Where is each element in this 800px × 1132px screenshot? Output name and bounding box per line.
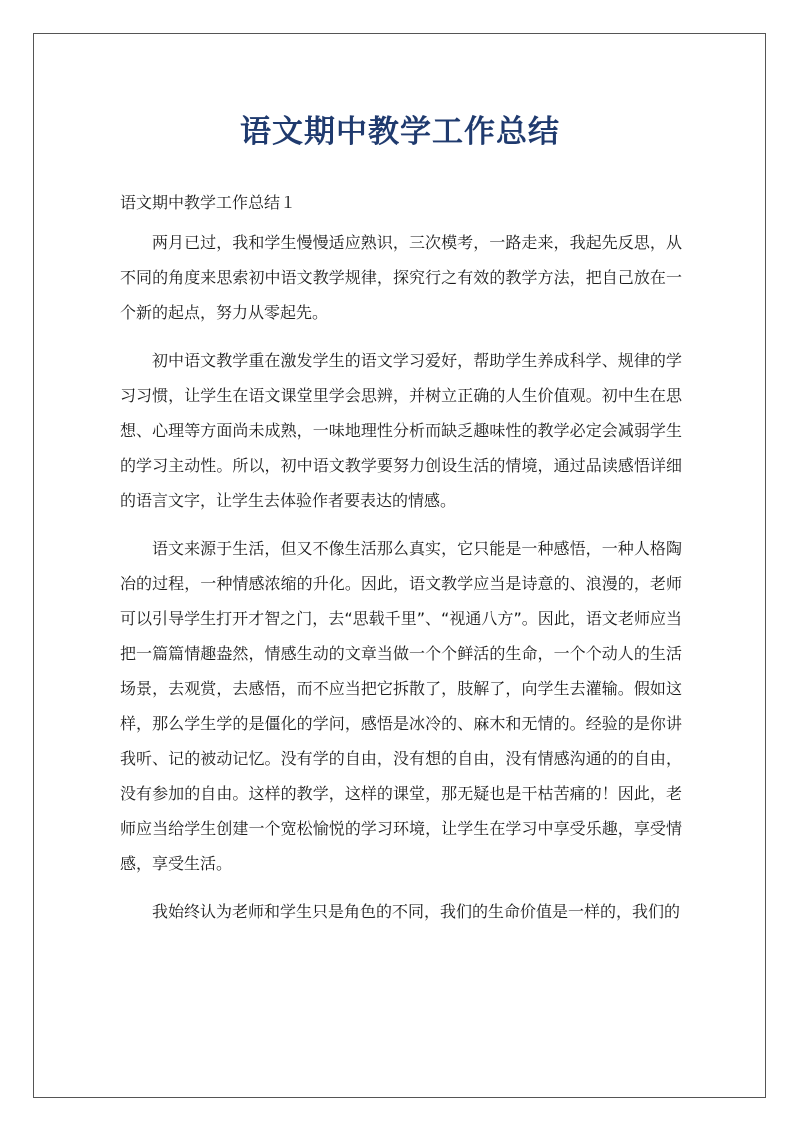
paragraph-2: 初中语文教学重在激发学生的语文学习爱好，帮助学生养成科学、规律的学习习惯，让学生在语文课堂里学会思辨，并树立正确的人生价值观。初中生在思想、心理等方面尚未成熟，一味地理性分析而缺乏趣味性的教学必定会减弱学生的学习主动性。所以，初中语文教学要努力创设生活的情境，通过品读感悟详细的语言文字，让学生去体验作者要表达的情感。 [120,351,682,510]
section-heading: 语文期中教学工作总结１ [120,193,297,212]
document-title: 语文期中教学工作总结 [240,114,560,150]
paragraph-3: 语文来源于生活，但又不像生活那么真实，它只能是一种感悟，一种人格陶冶的过程，一种情感浓缩的升化。因此，语文教学应当是诗意的、浪漫的，老师可以引导学生打开才智之门，去“思载千里”、“视通八方”。因此，语文老师应当把一篇篇情趣盎然，情感生动的文章当做一个个鲜活的生命，一个个动人的生活场景，去观赏，去感悟，而不应当把它拆散了，肢解了，向学生去灌输。假如这样，那么学生学的是僵化的学问，感悟是冰冷的、麻木和无情的。经验的是你讲我听、记的被动记忆。没有学的自由，没有想的自由，没有情感沟通的的自由，没有参加的自由。这样的教学，这样的课堂，那无疑也是干枯苦痛的！因此，老师应当给学生创建一个宽松愉悦的学习环境，让学生在学习中享受乐趣，享受情感，享受生活。 [120,539,682,873]
paragraph-4: 我始终认为老师和学生只是角色的不同，我们的生命价值是一样的，我们的 [152,902,681,921]
document-body [120,187,682,942]
paragraph-1: 两月已过，我和学生慢慢适应熟识，三次模考，一路走来，我起先反思，从不同的角度来思索初中语文教学规律，探究行之有效的教学方法，把自己放在一个新的起点，努力从零起先。 [120,233,682,322]
